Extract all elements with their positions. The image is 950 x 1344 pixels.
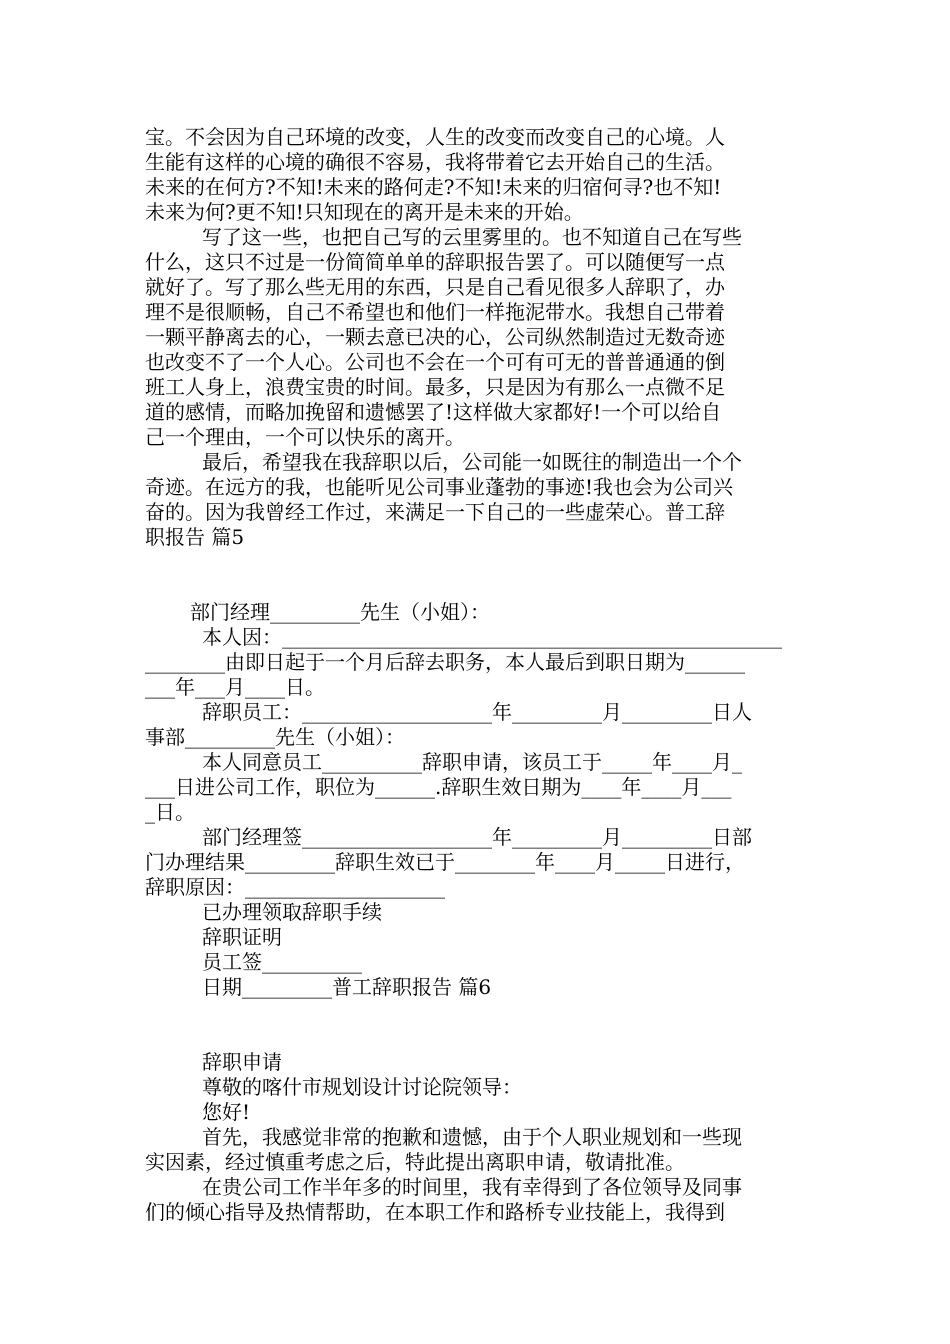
form-line: ________由即日起于一个月后辞去职务，本人最后到职日期为______	[145, 650, 745, 674]
text-line: 未来的在何方?不知!未来的路何走?不知!未来的归宿何寻?也不知!	[145, 175, 722, 199]
form-line: 门办理结果_________辞职生效已于________年____月_____日进行，	[145, 850, 745, 874]
text-line: 们的倾心指导及热情帮助，在本职工作和路桥专业技能上，我得到	[145, 1200, 725, 1224]
text-line: 也改变不了一个人心。公司也不会在一个可有可无的普普通通的倒	[145, 350, 725, 374]
letter-salutation: 尊敬的喀什市规划设计讨论院领导：	[202, 1075, 522, 1099]
form-line: 本人同意员工__________辞职申请，该员工于_____年____月_	[202, 750, 742, 774]
text-line: 最后，希望我在我辞职以后，公司能一如既往的制造出一个个	[202, 450, 742, 474]
text-line: 就好了。写了那么些无用的东西，只是自己看见很多人辞职了，办	[145, 275, 725, 299]
form-line: 本人因：__________________________________________________	[202, 625, 782, 649]
form-line: 已办理领取辞职手续	[202, 900, 382, 924]
form-line: 辞职原因：____________________	[145, 875, 445, 899]
text-line: 生能有这样的心境的确很不容易，我将带着它去开始自己的生活。	[145, 150, 725, 174]
form-line: 员工签__________	[202, 950, 362, 974]
section-heading: 职报告 篇5	[145, 525, 245, 549]
text-line: 道的感情，而略加挽留和遗憾罢了!这样做大家都好!一个可以给自	[145, 400, 722, 424]
form-line: ___年___月____日。	[145, 675, 325, 699]
text-line: 奇迹。在远方的我，也能听见公司事业蓬勃的事迹!我也会为公司兴	[145, 475, 734, 499]
form-line: _日。	[145, 800, 195, 824]
text-line: 理不是很顺畅，自己不希望也和他们一样拖泥带水。我想自己带着	[145, 300, 725, 324]
letter-greeting: 您好!	[202, 1100, 251, 1124]
section-heading: 日期_________普工辞职报告 篇6	[202, 975, 492, 999]
text-line: 一颗平静离去的心，一颗去意已决的心，公司纵然制造过无数奇迹	[145, 325, 725, 349]
text-line: 实因素，经过慎重考虑之后，特此提出离职申请，敬请批准。	[145, 1150, 685, 1174]
text-line: 在贵公司工作半年多的时间里，我有幸得到了各位领导及同事	[202, 1175, 742, 1199]
form-line: 部门经理_________先生（小姐）：	[190, 600, 490, 624]
text-line: 奋的。因为我曾经工作过，来满足一下自己的一些虚荣心。普工辞	[145, 500, 725, 524]
text-line: 写了这一些，也把自己写的云里雾里的。也不知道自己在写些	[202, 225, 742, 249]
text-line: 未来为何?更不知!只知现在的离开是未来的开始。	[145, 200, 584, 224]
form-line: 事部_________先生（小姐）：	[145, 725, 405, 749]
text-line: 班工人身上，浪费宝贵的时间。最多，只是因为有那么一点微不足	[145, 375, 725, 399]
text-line: 己一个理由，一个可以快乐的离开。	[145, 425, 465, 449]
form-line: 辞职员工：___________________年_________月_________日人	[202, 700, 752, 724]
text-line: 首先，我感觉非常的抱歉和遗憾，由于个人职业规划和一些现	[202, 1125, 742, 1149]
text-line: 宝。不会因为自己环境的改变，人生的改变而改变自己的心境。人	[145, 125, 725, 149]
letter-title: 辞职申请	[202, 1050, 282, 1074]
form-line: ___日进公司工作，职位为______.辞职生效日期为____年____月___	[145, 775, 732, 799]
form-line: 部门经理签___________________年_________月_________日部	[202, 825, 752, 849]
form-line: 辞职证明	[202, 925, 282, 949]
text-line: 什么，这只不过是一份简简单单的辞职报告罢了。可以随便写一点	[145, 250, 725, 274]
